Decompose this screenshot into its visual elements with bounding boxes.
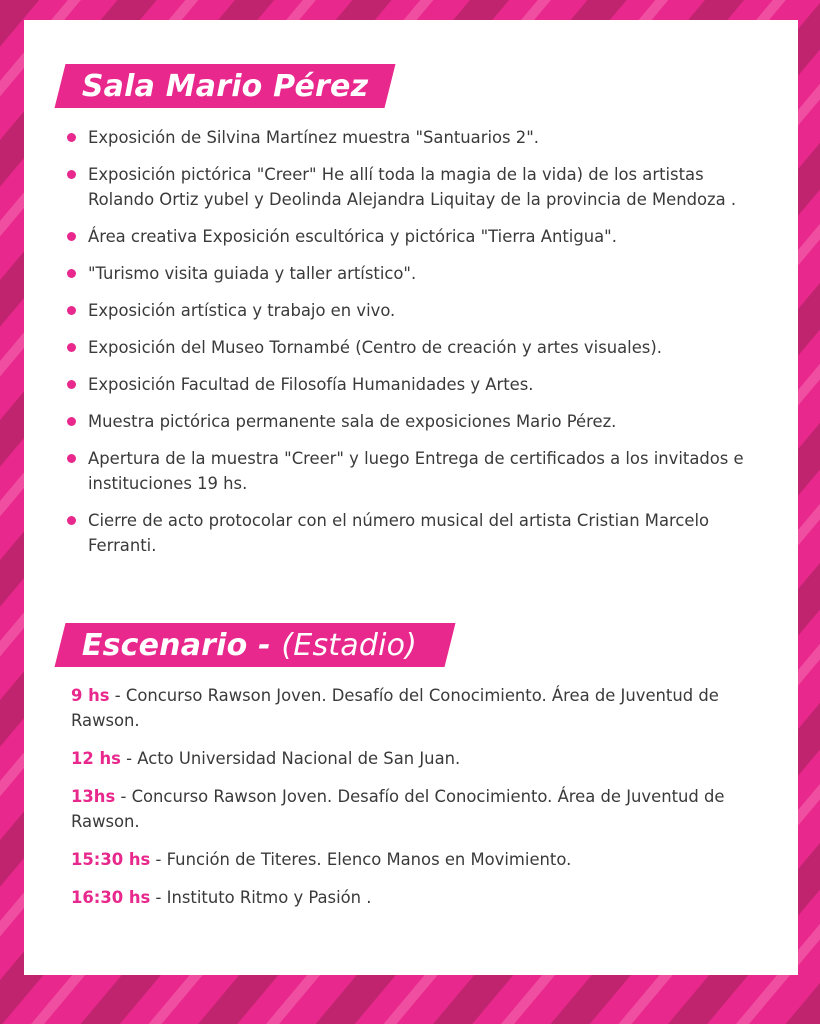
schedule-row bbox=[71, 746, 761, 771]
schedule-text: - Instituto Ritmo y Pasión . bbox=[150, 888, 372, 907]
escenario-title-sub: (Estadio) bbox=[281, 627, 418, 663]
list-item bbox=[66, 335, 756, 360]
bullet-dot-icon bbox=[67, 133, 76, 142]
list-item-text: Exposición pictórica "Creer" He allí toda la magia de la vida) de los artistas Rolando Ortiz yubel y Deolinda Alejandra Liquitay de la provincia de Mendoza . bbox=[88, 165, 737, 209]
list-item-text: Exposición Facultad de Filosofía Humanidades y Artes. bbox=[88, 375, 534, 394]
schedule-time: 15:30 hs bbox=[71, 850, 151, 869]
schedule-time: 16:30 hs bbox=[71, 888, 151, 907]
bullet-dot-icon bbox=[67, 343, 76, 352]
bullet-dot-icon bbox=[67, 417, 76, 426]
schedule-row bbox=[71, 683, 761, 733]
list-item bbox=[66, 125, 756, 150]
schedule-time: 13hs bbox=[71, 787, 116, 806]
bullet-dot-icon bbox=[67, 454, 76, 463]
list-item bbox=[66, 261, 756, 286]
list-item bbox=[66, 298, 756, 323]
schedule-time: 12 hs bbox=[71, 749, 121, 768]
schedule-row bbox=[71, 784, 761, 834]
list-item-text: Cierre de acto protocolar con el número musical del artista Cristian Marcelo Ferranti. bbox=[88, 511, 710, 555]
schedule-text: - Concurso Rawson Joven. Desafío del Conocimiento. Área de Juventud de Rawson. bbox=[71, 686, 719, 730]
schedule-text: - Función de Titeres. Elenco Manos en Movimiento. bbox=[150, 850, 572, 869]
list-item-text: Exposición del Museo Tornambé (Centro de creación y artes visuales). bbox=[88, 338, 662, 357]
list-item bbox=[66, 409, 756, 434]
bullet-dot-icon bbox=[67, 232, 76, 241]
sala-activity-list bbox=[66, 125, 756, 570]
bullet-dot-icon bbox=[67, 170, 76, 179]
list-item bbox=[66, 508, 756, 558]
list-item bbox=[66, 224, 756, 249]
escenario-title bbox=[60, 628, 417, 663]
list-item-text: Apertura de la muestra "Creer" y luego Entrega de certificados a los invitados e instituciones 19 hs. bbox=[88, 449, 744, 493]
list-item bbox=[66, 162, 756, 212]
bullet-dot-icon bbox=[67, 269, 76, 278]
schedule-row bbox=[71, 847, 761, 872]
escenario-title-main: Escenario - bbox=[82, 627, 271, 663]
section-heading-sala bbox=[55, 64, 396, 108]
bullet-dot-icon bbox=[67, 380, 76, 389]
bullet-dot-icon bbox=[67, 516, 76, 525]
sala-title: Sala Mario Pérez bbox=[82, 68, 369, 104]
list-item-text: Área creativa Exposición escultórica y pictórica "Tierra Antigua". bbox=[88, 227, 617, 246]
schedule-row bbox=[71, 885, 761, 910]
schedule-text: - Acto Universidad Nacional de San Juan. bbox=[120, 749, 461, 768]
escenario-schedule bbox=[71, 683, 761, 923]
schedule-text: - Concurso Rawson Joven. Desafío del Conocimiento. Área de Juventud de Rawson. bbox=[71, 787, 725, 831]
schedule-time: 9 hs bbox=[71, 686, 110, 705]
list-item-text: Exposición artística y trabajo en vivo. bbox=[88, 301, 396, 320]
list-item-text: Exposición de Silvina Martínez muestra "Santuarios 2". bbox=[88, 128, 539, 147]
list-item bbox=[66, 446, 756, 496]
list-item-text: "Turismo visita guiada y taller artístico". bbox=[88, 264, 417, 283]
list-item bbox=[66, 372, 756, 397]
section-heading-escenario bbox=[55, 623, 456, 667]
bullet-dot-icon bbox=[67, 306, 76, 315]
list-item-text: Muestra pictórica permanente sala de exposiciones Mario Pérez. bbox=[88, 412, 617, 431]
